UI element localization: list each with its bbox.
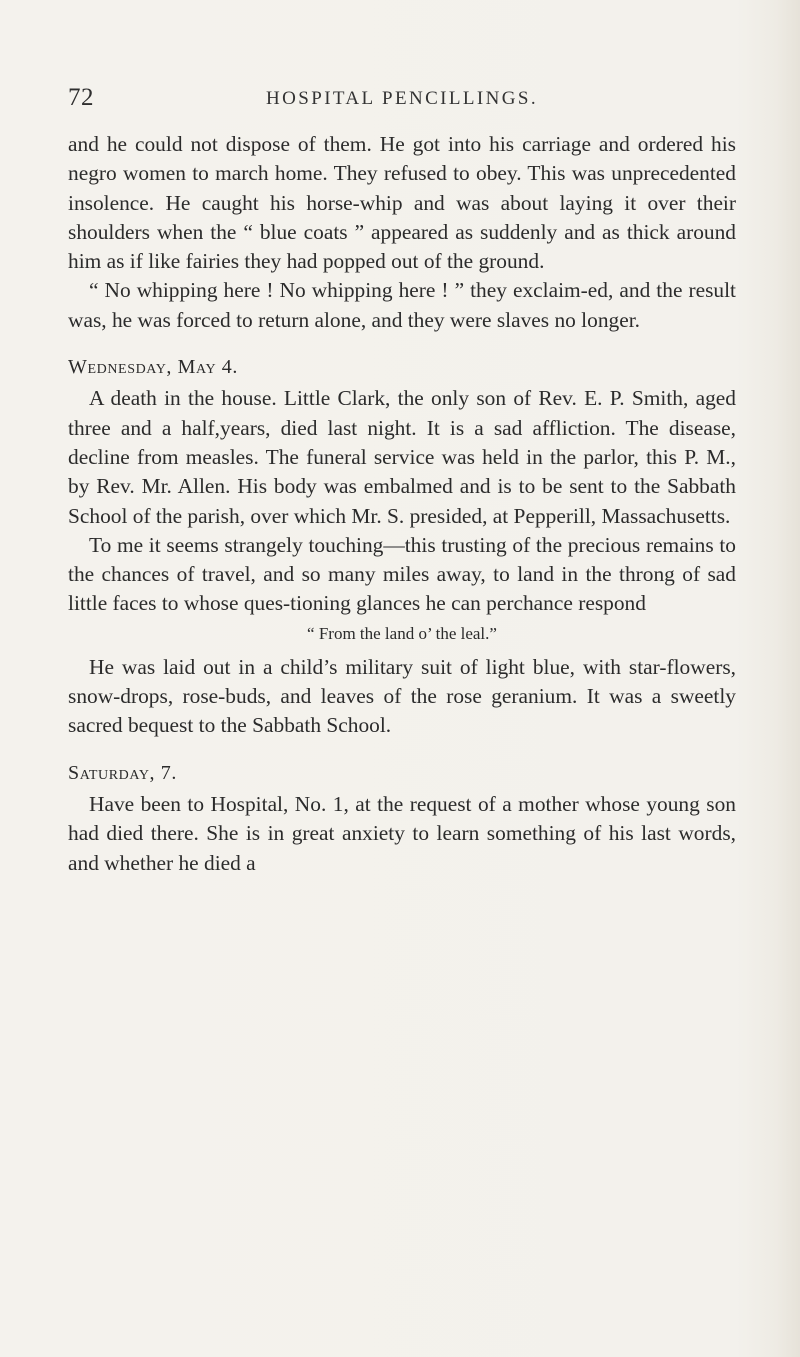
paragraph-exclamation: “ No whipping here ! No whipping here ! ” they exclaim-ed, and the result was, he was forced to return alone, and they were slaves no longer. (68, 278, 736, 332)
running-head: HOSPITAL PENCILLINGS. (266, 88, 538, 109)
page-number: 72 (68, 84, 94, 111)
paragraph-laid-out: He was laid out in a child’s military suit of light blue, with star-flowers, snow-drops, rose-buds, and leaves of the rose geranium. It was a sweetly sacred bequest to the Sabbath School. (68, 654, 736, 738)
block-quote: “ From the land o’ the leal.” (307, 623, 497, 643)
paragraph-hospital: Have been to Hospital, No. 1, at the request of a mother whose young son had died there. She is in great anxiety to learn something of his last words, and whether he died a (68, 791, 736, 875)
section-heading-saturday: Saturday, 7. (68, 761, 177, 784)
page-body (68, 130, 736, 878)
paragraph-touching: To me it seems strangely touching—this trusting of the precious remains to the chances of travel, and so many miles away, to land in the throng of sad little faces to whose ques-tioning glances he can perchance respond (68, 532, 736, 616)
paragraph-continued: and he could not dispose of them. He got into his carriage and ordered his negro women to march home. They refused to obey. This was unprecedented insolence. He caught his horse-whip and was about laying it over their shoulders when the “ blue coats ” appeared as suddenly and as thick around him as if like fairies they had popped out of the ground. (68, 132, 736, 274)
section-heading-wednesday: Wednesday, May 4. (68, 356, 238, 379)
page-header (68, 84, 736, 114)
paragraph-death: A death in the house. Little Clark, the only son of Rev. E. P. Smith, aged three and a half,years, died last night. It is a sad affliction. The disease, decline from measles. The funeral service was held in the parlor, this P. M., by Rev. Mr. Allen. His body was embalmed and is to be sent to the Sabbath School of the parish, over which Mr. S. presided, at Pepperill, Massachusetts. (68, 386, 736, 528)
